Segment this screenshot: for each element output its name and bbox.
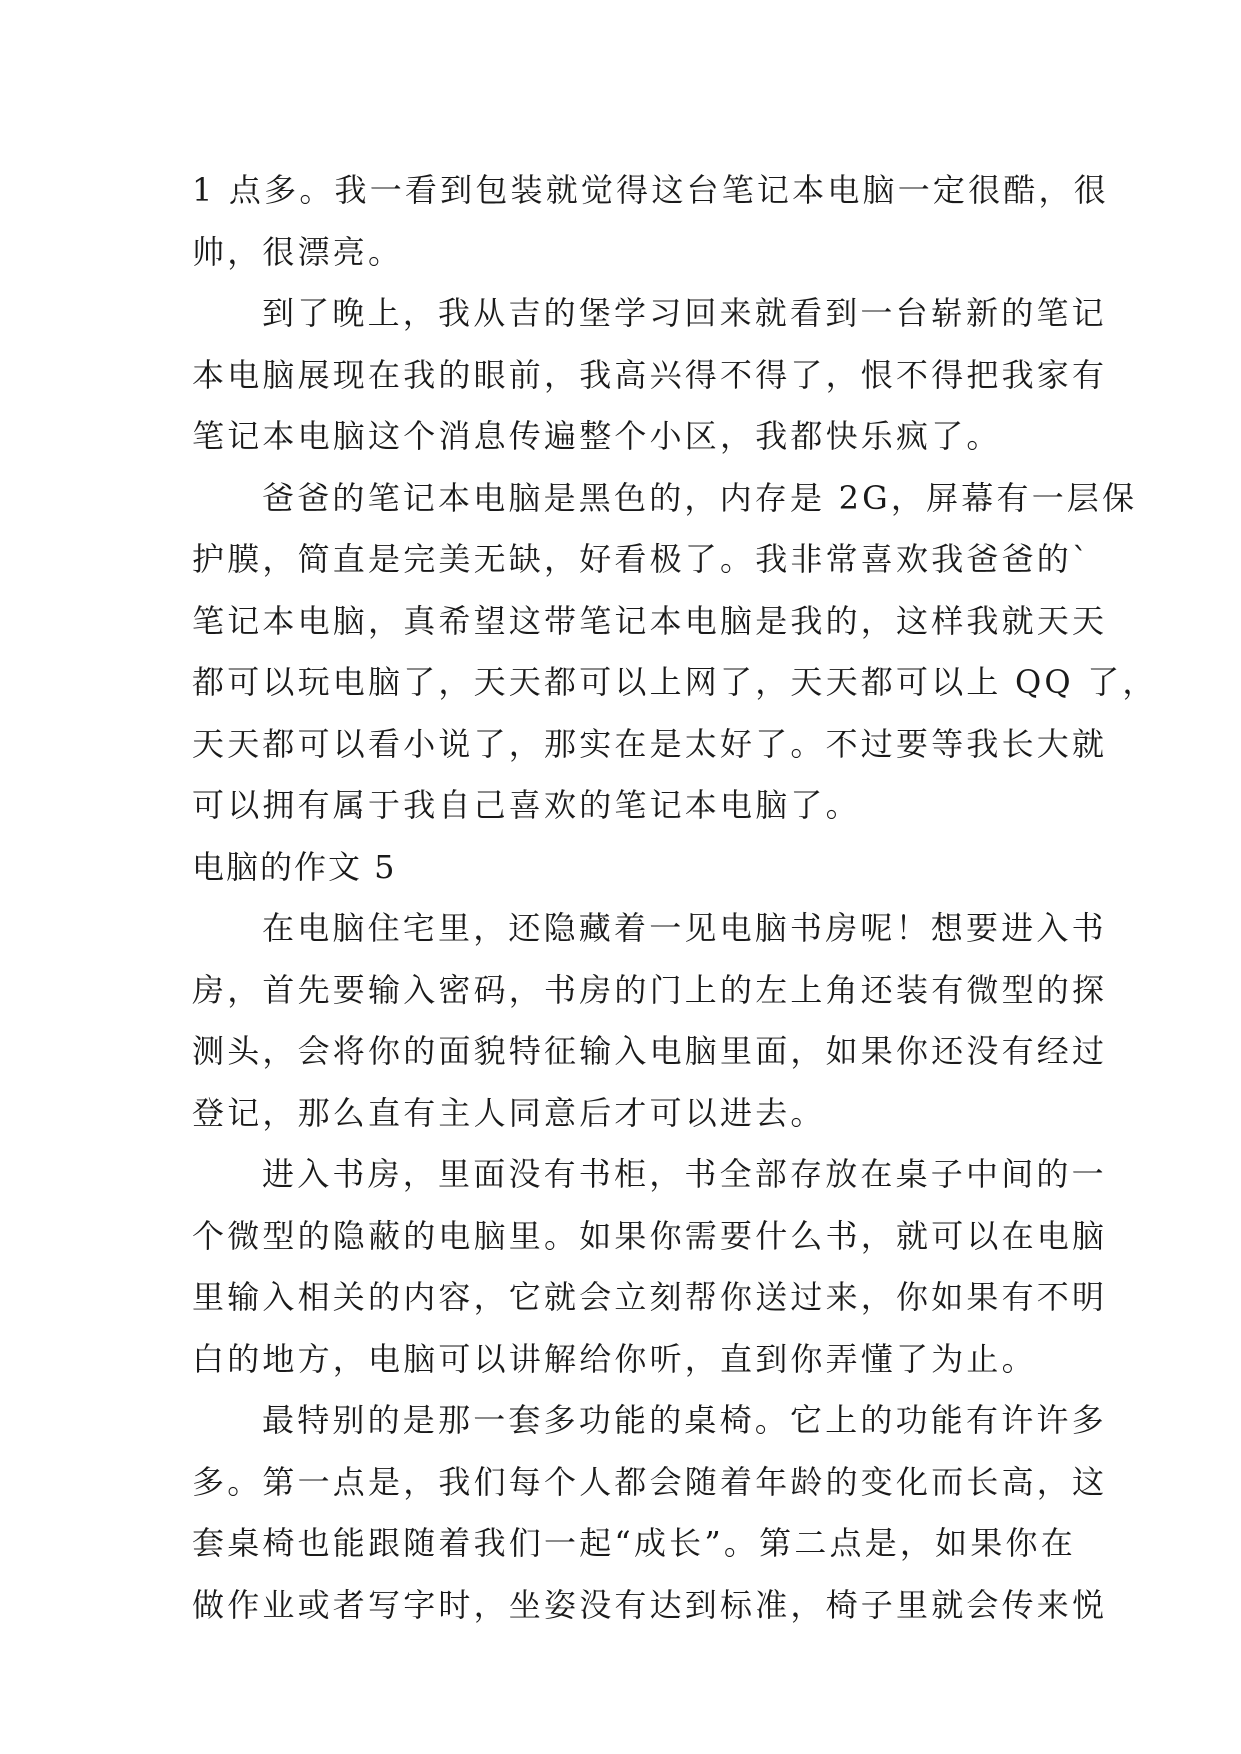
paragraph-start-line: 最特别的是那一套多功能的桌椅。它上的功能有许许多 bbox=[262, 1401, 1107, 1439]
text-line: 套桌椅也能跟随着我们一起“成长”。第二点是，如果你在 bbox=[192, 1524, 1076, 1562]
text-line: 笔记本电脑，真希望这带笔记本电脑是我的，这样我就天天 bbox=[192, 601, 1108, 640]
text-line: 天天都可以看小说了，那实在是太好了。不过要等我长大就 bbox=[192, 724, 1108, 763]
text-line: 测头，会将你的面貌特征输入电脑里面，如果你还没有经过 bbox=[192, 1032, 1108, 1070]
text-line: 护膜，简直是完美无缺，好看极了。我非常喜欢我爸爸的` bbox=[192, 540, 1092, 578]
text-line: 本电脑展现在我的眼前，我高兴得不得了，恨不得把我家有 bbox=[192, 355, 1108, 394]
document-body bbox=[192, 160, 1158, 1636]
text-line: 房，首先要输入密码，书房的门上的左上角还装有微型的探 bbox=[192, 970, 1108, 1009]
text-line: 多。第一点是，我们每个人都会随着年龄的变化而长高，这 bbox=[192, 1462, 1108, 1501]
text-line: 白的地方，电脑可以讲解给你听，直到你弄懂了为止。 bbox=[192, 1339, 1037, 1378]
text-line: 帅，很漂亮。 bbox=[192, 232, 404, 271]
text-line: 都可以玩电脑了，天天都可以上网了，天天都可以上 QQ 了， bbox=[192, 663, 1158, 701]
text-line: 可以拥有属于我自己喜欢的笔记本电脑了。 bbox=[192, 786, 861, 824]
text-line: 里输入相关的内容，它就会立刻帮你送过来，你如果有不明 bbox=[192, 1278, 1108, 1316]
paragraph-start-line: 在电脑住宅里，还隐藏着一见电脑书房呢！想要进入书 bbox=[262, 909, 1107, 947]
text-line: 笔记本电脑这个消息传遍整个小区，我都快乐疯了。 bbox=[192, 417, 1002, 455]
text-line: 登记，那么直有主人同意后才可以进去。 bbox=[192, 1093, 826, 1132]
paragraph-start-line: 爸爸的笔记本电脑是黑色的，内存是 2G，屏幕有一层保 bbox=[262, 478, 1138, 517]
paragraph-start-line: 到了晚上，我从吉的堡学习回来就看到一台崭新的笔记 bbox=[262, 294, 1107, 332]
section-heading: 电脑的作文 5 bbox=[192, 847, 397, 886]
text-line: 1 点多。我一看到包装就觉得这台笔记本电脑一定很酷，很 bbox=[192, 171, 1109, 209]
text-line: 个微型的隐蔽的电脑里。如果你需要什么书，就可以在电脑 bbox=[192, 1216, 1108, 1255]
paragraph-start-line: 进入书房，里面没有书柜，书全部存放在桌子中间的一 bbox=[262, 1155, 1107, 1193]
text-line: 做作业或者写字时，坐姿没有达到标准，椅子里就会传来悦 bbox=[192, 1585, 1108, 1624]
